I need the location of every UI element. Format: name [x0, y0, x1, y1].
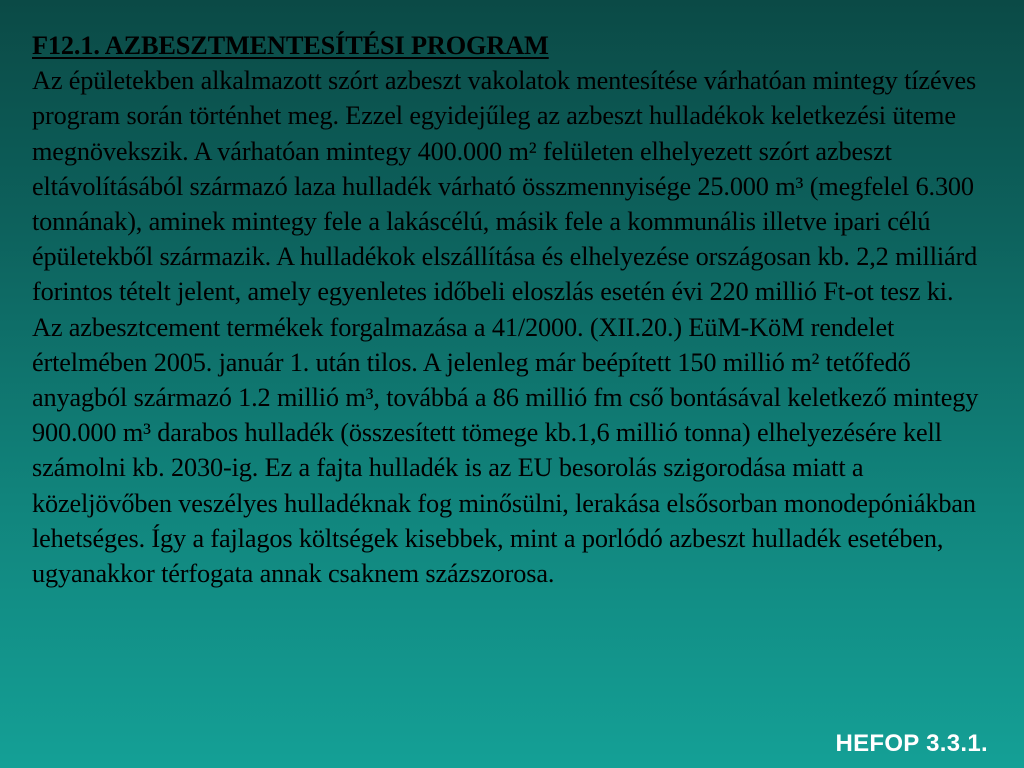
paragraph-asbestos-cement: Az azbesztcement termékek forgalmazása a 41/2000. (XII.20.) EüM-KöM rendelet értelmében 2005. január 1. után tilos. A jelenleg már beépített 150 millió m² tetőfedő anyagból származó 1.2 millió m³, továbbá a 86 millió fm cső bontásával keletkező mintegy 900.000 m³ darabos hulladék (összesített tömege kb.1,6 millió tonna) elhelyezésére kell számolni kb. 2030-ig. Ez a fajta hulladék is az EU besorolás szigorodása miatt a közeljövőben veszélyes hulladéknak fog minősülni, lerakása elsősorban monodepóniákban lehetséges. Így a fajlagos költségek kisebbek, mint a porlódó azbeszt hulladék esetében, ugyanakkor térfogata annak csaknem százszorosa.: [32, 312, 979, 589]
footer-program-label: HEFOP 3.3.1.: [835, 730, 988, 757]
slide-body: [32, 28, 1000, 591]
slide-title: F12.1. AZBESZTMENTESÍTÉSI PROGRAM: [32, 31, 549, 60]
paragraph-waste-volume: Az épületekben alkalmazott szórt azbeszt vakolatok mentesítése várhatóan mintegy tízéves program során történhet meg. Ezzel egyidejűleg az azbeszt hulladékok keletkezési üteme megnövekszik. A várhatóan mintegy 400.000 m² felületen elhelyezett szórt azbeszt eltávolításából származó laza hulladék várható összmennyisége 25.000 m³ (megfelel 6.300 tonnának), aminek mintegy fele a lakáscélú, másik fele a kommunális illetve ipari célú épületekből származik. A hulladékok elszállítása és elhelyezése országosan kb. 2,2 milliárd forintos tételt jelent, amely egyenletes időbeli eloszlás esetén évi 220 millió Ft-ot tesz ki.: [32, 66, 978, 307]
